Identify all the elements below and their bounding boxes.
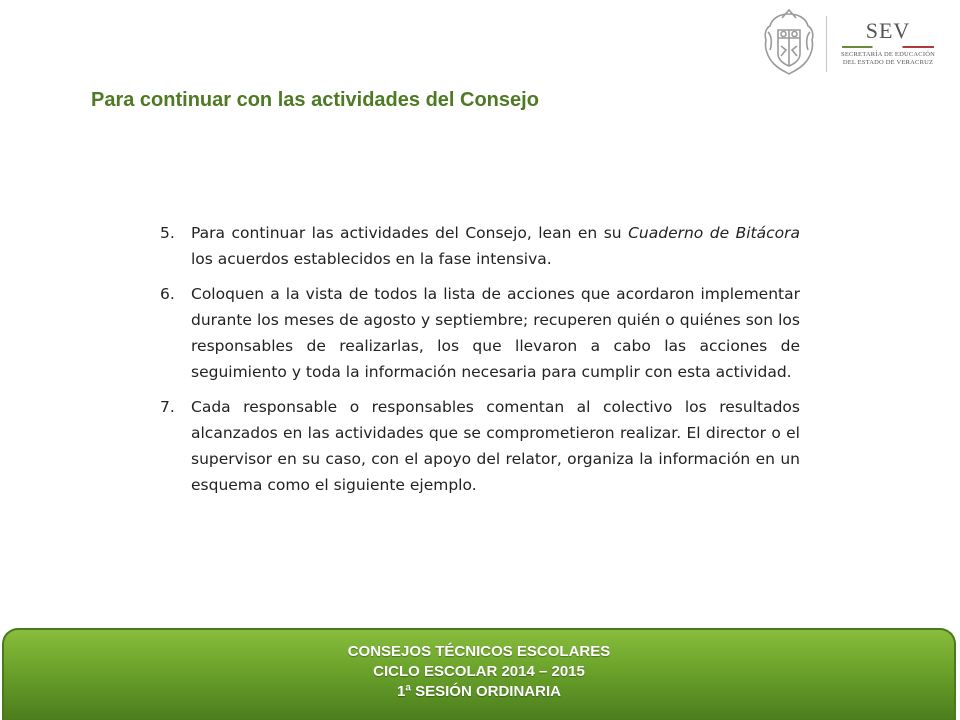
page-title: Para continuar con las actividades del Consejo [91,89,539,111]
tricolor-rule [842,46,934,48]
footer-banner [2,628,956,720]
sev-name-line2: DEL ESTADO DE VERACRUZ [842,59,934,66]
sev-abbreviation: SEV [865,18,911,43]
logo-divider [826,16,827,72]
instructions-list [160,220,800,507]
sev-name-line1: SECRETARÍA DE EDUCACIÓN [841,51,935,58]
item-emphasis: Cuaderno de Bitácora [628,224,800,242]
footer-line1: CONSEJOS TÉCNICOS ESCOLARES [347,643,611,660]
list-item [160,281,800,385]
item-text [191,220,800,272]
footer-line3: 1ª SESIÓN ORDINARIA [397,683,561,700]
item-text: Cada responsable o responsables comentan al colectivo los resultados alcanzados en las actividades que se comprometieron realizar. El director o el supervisor en su caso, con el apoyo del relator, organiza la información en un esquema como el siguiente ejemplo. [191,398,800,494]
item-text: Coloquen a la vista de todos la lista de acciones que acordaron implementar durante los meses de agosto y septiembre; recuperen quién o quiénes son los responsables de realizarlas, los que llevaron a cabo las acciones de seguimiento y toda la información necesaria para cumplir con esta actividad. [191,285,800,381]
sev-logo [760,8,940,78]
footer-line2: CICLO ESCOLAR 2014 – 2015 [373,663,585,680]
sev-wordmark [838,20,938,67]
item-text-after: los acuerdos establecidos en la fase intensiva. [191,250,552,268]
list-item [160,220,800,272]
item-number: 7. [160,398,175,416]
list-item [160,394,800,498]
item-text-before: Para continuar las actividades del Consejo, lean en su [191,224,629,242]
item-number: 5. [160,224,175,242]
veracruz-coat-of-arms-icon [760,8,818,76]
item-number: 6. [160,285,175,303]
